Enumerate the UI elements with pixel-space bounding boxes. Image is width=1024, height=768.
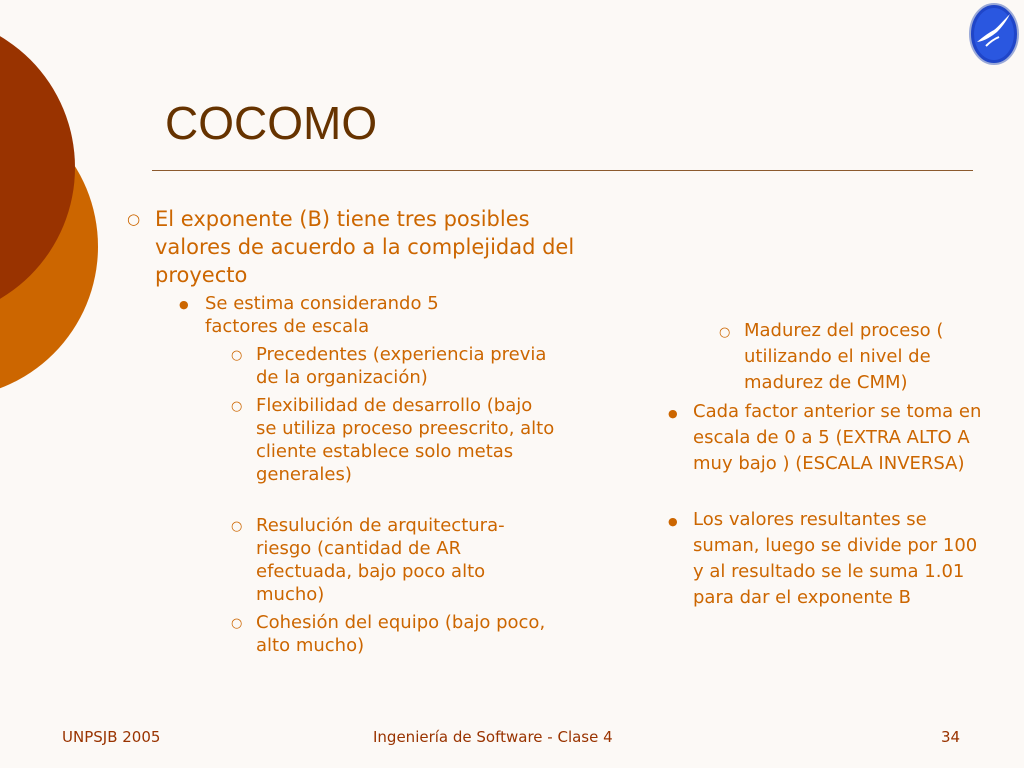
slide-title: COCOMO <box>165 97 378 149</box>
footer-center: Ingeniería de Software - Clase 4 <box>373 728 613 746</box>
title-divider <box>152 170 973 171</box>
factor-flexibilidad: Flexibilidad de desarrollo (bajo se utiliza proceso preescrito, alto cliente establece solo metas generales) <box>256 395 555 485</box>
list-item <box>231 611 556 657</box>
factor-resolucion: Resulución de arquitectura-riesgo (cantidad de AR efectuada, bajo poco alto mucho) <box>256 515 505 605</box>
hollow-bullet-icon: ○ <box>719 325 731 340</box>
hollow-bullet-icon: ○ <box>127 210 141 228</box>
solid-bullet-icon: ● <box>668 515 678 528</box>
hollow-bullet-icon: ○ <box>231 348 243 363</box>
factor-madurez: Madurez del proceso ( utilizando el nivel de madurez de CMM) <box>744 320 944 393</box>
list-item <box>668 507 983 611</box>
hollow-bullet-icon: ○ <box>231 519 243 534</box>
footer-left: UNPSJB 2005 <box>62 728 161 746</box>
list-item <box>127 205 585 289</box>
list-item <box>668 399 983 477</box>
hollow-bullet-icon: ○ <box>231 616 243 631</box>
page-number: 34 <box>941 728 961 746</box>
solid-bullet-icon: ● <box>179 298 189 311</box>
exponent-calculation: Los valores resultantes se suman, luego se divide por 100 y al resultado se le suma 1.01 para dar el exponente B <box>693 509 978 608</box>
list-item <box>231 394 556 486</box>
list-item <box>179 292 505 338</box>
factor-precedentes: Precedentes (experiencia previa de la organización) <box>256 344 547 388</box>
scale-explanation: Cada factor anterior se toma en escala de 0 a 5 (EXTRA ALTO A muy bajo ) (ESCALA INVERSA) <box>693 401 982 474</box>
solid-bullet-icon: ● <box>668 407 678 420</box>
exponent-description: El exponente (B) tiene tres posibles valores de acuerdo a la complejidad del proyecto <box>155 207 575 287</box>
list-item <box>231 343 556 389</box>
hollow-bullet-icon: ○ <box>231 399 243 414</box>
albatross-seal-icon <box>968 2 1022 66</box>
factor-cohesion: Cohesión del equipo (bajo poco, alto mucho) <box>256 612 546 656</box>
list-item <box>719 318 984 396</box>
list-item <box>231 514 556 606</box>
scale-factors-intro: Se estima considerando 5 factores de escala <box>205 293 439 337</box>
